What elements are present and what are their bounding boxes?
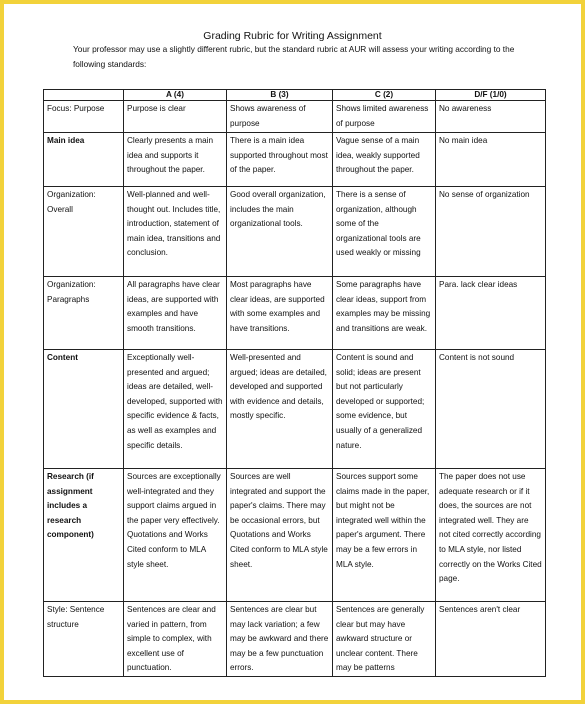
grade-c-cell: Content is sound and solid; ideas are present but not particularly developed or supported; some evidence, but usually of a generalized nature. (333, 350, 436, 469)
grade-a-cell: Exceptionally well-presented and argued; ideas are detailed, well-developed, supported with specific evidence & facts, as well as examples and specific details. (124, 350, 227, 469)
header-grade-c: C (2) (333, 90, 436, 101)
table-row (44, 469, 546, 602)
grade-c-cell: There is a sense of organization, although some of the organizational tools are used weakly or missing (333, 187, 436, 277)
grade-a-cell: Sources are exceptionally well-integrated and they support claims argued in the paper very effectively. Quotations and Works Cited conform to MLA style sheet. (124, 469, 227, 602)
rubric-table (43, 89, 546, 677)
table-row (44, 350, 546, 469)
grade-a-cell: All paragraphs have clear ideas, are supported with examples and have smooth transitions. (124, 277, 227, 350)
header-grade-a: A (4) (124, 90, 227, 101)
table-row (44, 277, 546, 350)
table-row (44, 101, 546, 133)
grade-c-cell: Vague sense of a main idea, weakly supported throughout the paper. (333, 133, 436, 187)
grade-b-cell: Sources are well integrated and support the paper's claims. There may be occasional errors, but Quotations and Works Cited conform to MLA style sheet. (227, 469, 333, 602)
grade-df-cell: Sentences aren't clear (436, 602, 546, 677)
grade-b-cell: Well-presented and argued; ideas are detailed, developed and supported with evidence and details, mostly specific. (227, 350, 333, 469)
grade-a-cell: Sentences are clear and varied in pattern, from simple to complex, with excellent use of punctuation. (124, 602, 227, 677)
criterion-cell: Research (if assignment includes a research component) (44, 469, 124, 602)
criterion-cell: Style: Sentence structure (44, 602, 124, 677)
grade-a-cell: Purpose is clear (124, 101, 227, 133)
header-grade-df: D/F (1/0) (436, 90, 546, 101)
grade-b-cell: Good overall organization, includes the main organizational tools. (227, 187, 333, 277)
criterion-cell: Content (44, 350, 124, 469)
grade-df-cell: No awareness (436, 101, 546, 133)
grade-a-cell: Clearly presents a main idea and supports it throughout the paper. (124, 133, 227, 187)
grade-df-cell: No sense of organization (436, 187, 546, 277)
criterion-cell: Organization: Paragraphs (44, 277, 124, 350)
grade-a-cell: Well-planned and well-thought out. Includes title, introduction, statement of main idea, transitions and conclusion. (124, 187, 227, 277)
grade-df-cell: The paper does not use adequate research or if it does, the sources are not integrated well. They are not cited correctly according to MLA style, nor listed correctly on the Works Cited page. (436, 469, 546, 602)
grade-c-cell: Sources support some claims made in the paper, but might not be integrated well within the paper's argument. There may be a few errors in MLA style. (333, 469, 436, 602)
grade-b-cell: Most paragraphs have clear ideas, are supported with some examples and have transitions. (227, 277, 333, 350)
grade-b-cell: Sentences are clear but may lack variation; a few may be awkward and there may be a few punctuation errors. (227, 602, 333, 677)
grade-c-cell: Some paragraphs have clear ideas, support from examples may be missing and transitions are weak. (333, 277, 436, 350)
grade-c-cell: Sentences are generally clear but may have awkward structure or unclear content. There may be patterns (333, 602, 436, 677)
intro-paragraph: Your professor may use a slightly different rubric, but the standard rubric at AUR will assess your writing according to the following standards: (73, 44, 515, 69)
header-criterion (44, 90, 124, 101)
grade-df-cell: Content is not sound (436, 350, 546, 469)
criterion-cell: Focus: Purpose (44, 101, 124, 133)
table-row (44, 602, 546, 677)
table-row (44, 187, 546, 277)
header-grade-b: B (3) (227, 90, 333, 101)
grade-df-cell: Para. lack clear ideas (436, 277, 546, 350)
document-page (4, 4, 581, 700)
table-row (44, 133, 546, 187)
header-row (44, 90, 546, 101)
criterion-cell: Main idea (44, 133, 124, 187)
grade-df-cell: No main idea (436, 133, 546, 187)
grade-c-cell: Shows limited awareness of purpose (333, 101, 436, 133)
document-title: Grading Rubric for Writing Assignment (203, 30, 382, 42)
criterion-cell: Organization: Overall (44, 187, 124, 277)
grade-b-cell: There is a main idea supported throughout most of the paper. (227, 133, 333, 187)
grade-b-cell: Shows awareness of purpose (227, 101, 333, 133)
